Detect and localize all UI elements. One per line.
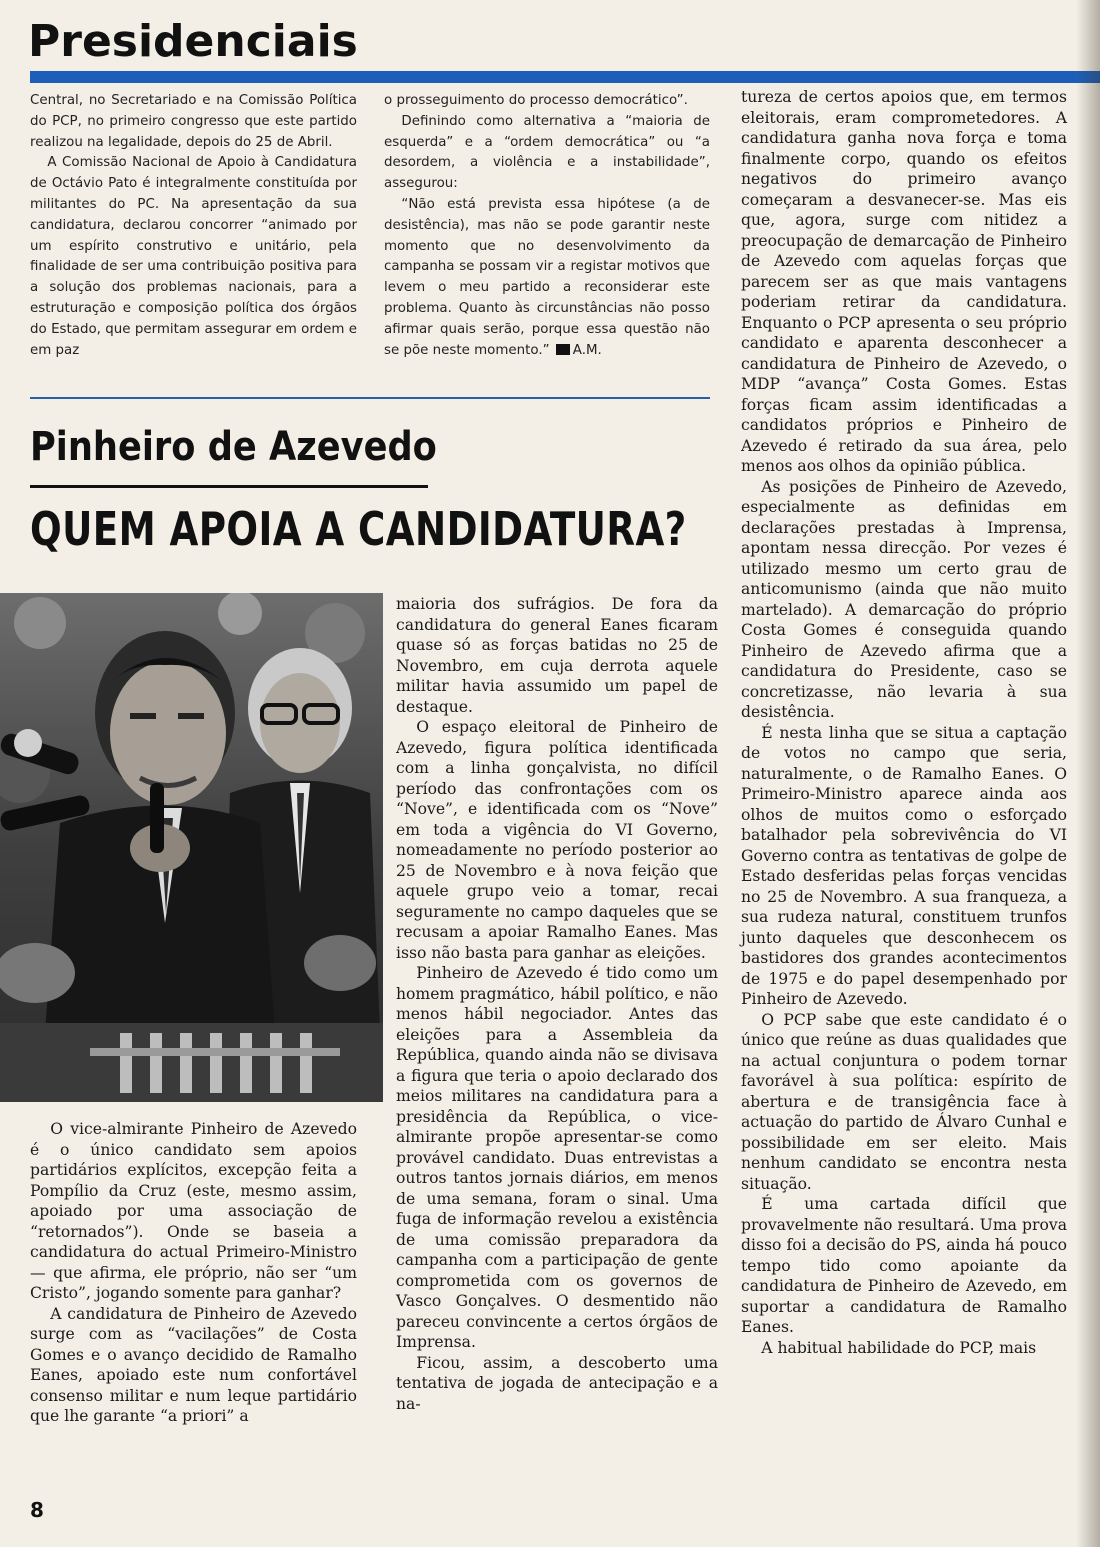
paragraph: maioria dos sufrágios. De fora da candidatura do general Eanes ficaram quase só as forças batidas no 25 de Novembro, em cuja derrota aquele militar havia assumido um papel de destaque. [396,595,718,716]
article-separator [30,397,710,399]
paragraph [384,195,710,361]
page-number: 8 [30,1498,44,1522]
paragraph: É uma cartada difícil que provavelmente não resultará. Uma prova disso foi a decisão do PS, ainda há pouco tempo tido como apoiante da candidatura de Pinheiro de Azevedo, em suportar a candidatura de Ramalho Eanes. [741,1195,1067,1336]
page-edge-shadow [1076,0,1100,1547]
paragraph: A candidatura de Pinheiro de Azevedo surge com as “vacilações” de Costa Gomes e o avanço decidido de Ramalho Eanes, apoiado este num confortável consenso militar e num leque partidário que lhe garante “a priori” a [30,1304,357,1425]
section-title: Presidenciais [28,16,358,67]
paragraph: O vice-almirante Pinheiro de Azevedo é o único candidato sem apoios partidários explícitos, excepção feita a Pompílio da Cruz (este, mesmo assim, apoiado por uma associação de “retornados”). Onde se baseia a candidatura do actual Primeiro-Ministro — que afirma, ele próprio, não ser “um Cristo”, jogando somente para ganhar? [30,1120,357,1302]
paragraph: É nesta linha que se situa a captação de votos no campo que seria, naturalmente, o de Ramalho Eanes. O Primeiro-Ministro aparece ainda aos olhos de muitos como o esforçado batalhador pela sobrevivência do VI Governo contra as tentativas de golpe de Estado desferidas pelas forças vencidas no 25 de Novembro. A sua franqueza, a sua rudeza natural, constituem trunfos junto daqueles que desconhecem os bastidores dos grandes acontecimentos de 1975 e do papel desempenhado por Pinheiro de Azevedo. [741,723,1067,1008]
article-left-column [30,1119,357,1427]
article-headline: QUEM APOIA A CANDIDATURA? [30,502,687,556]
quote-text: “Não está prevista essa hipótese (a de desistência), mas não se pode garantir neste momento que no desenvolvimento da campanha se possam vir a registar motivos que levem o meu partido a reconsiderar este problema. Quanto às circunstâncias não posso afirmar quais serão, porque essa questão não se põe neste momento.” [384,196,710,358]
section-color-band [30,71,1100,83]
paragraph: Central, no Secretariado e na Comissão Política do PCP, no primeiro congresso que este partido realizou na legalidade, depois do 25 de Abril. [30,93,357,150]
top-middle-column [384,91,710,361]
top-left-column [30,91,357,361]
paragraph: tureza de certos apoios que, em termos eleitorais, eram comprometedores. A candidatura ganha nova força e toma finalmente corpo, quando os efeitos negativos do primeiro avanço começaram a desvanecer-se. Mas eis que, agora, surge com nitidez a preocupação de demarcação de Pinheiro de Azevedo com aquelas forças que parecem ser as que mais vantagens poderiam retirar da candidatura. Enquanto o PCP apresenta o seu próprio candidato e aparenta desconhecer a candidatura de Pinheiro de Azevedo, o MDP “avança” Costa Gomes. Estas forças ficam assim identificadas a candidatos próprios e Pinheiro de Azevedo é retirado da sua área, pelo menos aos olhos da opinião pública. [741,88,1067,475]
paragraph: Pinheiro de Azevedo é tido como um homem pragmático, hábil político, e não menos hábil negociador. Antes das eleições para a Assembleia da República, quando ainda não se divisava a figura que teria o apoio declarado dos meios militares na candidatura para a presidência da República, o vice-almirante propõe apresentar-se como provável candidato. Duas entrevistas a outros tantos jornais diários, em menos de uma semana, foram o sinal. Uma fuga de informação revelou a existência de uma comissão preparadora da campanha com a participação de gente comprometida com os governos de Vasco Gonçalves. O desmentido não pareceu convincente a certos órgãos de Imprensa. [396,964,718,1351]
paragraph: O espaço eleitoral de Pinheiro de Azevedo, figura política identificada com a linha gonçalvista, no difícil período das confrontações com os “Nove”, e identificada com os “Nove” em toda a vigência do VI Governo, nomeadamente no período posterior ao 25 de Novembro e à nova feição que aquele grupo veio a tomar, recai seguramente no campo daqueles que se recusam a apoiar Ramalho Eanes. Mas isso não basta para ganhar as eleições. [396,718,718,962]
paragraph: As posições de Pinheiro de Azevedo, especialmente as definidas em declarações prestadas à Imprensa, apontam nessa direcção. Por vezes é utilizado mesmo um certo grau de anticomunismo (ainda que não muito martelado). A demarcação do próprio Costa Gomes é conseguida quando Pinheiro de Azevedo afirma que a candidatura do Presidente, caso se concretizasse, não levaria à sua desistência. [741,477,1067,721]
paragraph: Ficou, assim, a descoberto uma tentativa de jogada de antecipação e a na- [396,1353,718,1413]
author-signature: A.M. [572,342,602,358]
press-photo [0,593,383,1102]
paragraph: o prosseguimento do processo democrático”. [384,93,688,108]
end-mark-icon [556,344,570,355]
paragraph: A habitual habilidade do PCP, mais [761,1338,1037,1357]
press-photo-illustration [0,593,383,1102]
headline-rule [30,485,428,488]
article-kicker: Pinheiro de Azevedo [30,424,437,470]
paragraph: Definindo como alternativa a “maioria de esquerda” e a “ordem democrática” ou “a desordem, a violência e a instabilidade”, assegurou: [384,113,710,192]
paragraph: A Comissão Nacional de Apoio à Candidatura de Octávio Pato é integralmente constituída por militantes do PC. Na apresentação da sua candidatura, declarou concorrer “animado por um espírito construtivo e unitário, pela finalidade de ser uma contribuição positiva para a solução dos problemas nacionais, para a estruturação e composição política dos órgãos do Estado, que permitam assegurar em ordem e em paz [30,155,357,358]
article-middle-column [396,594,718,1414]
article-right-column [741,87,1067,1358]
paragraph: O PCP sabe que este candidato é o único que reúne as duas qualidades que na actual conjuntura o podem tornar favorável à sua política: espírito de abertura e de transigência face à actuação do partido de Álvaro Cunhal e possibilidade em ser eleito. Mais nenhum candidato se encontra nesta situação. [741,1010,1067,1193]
